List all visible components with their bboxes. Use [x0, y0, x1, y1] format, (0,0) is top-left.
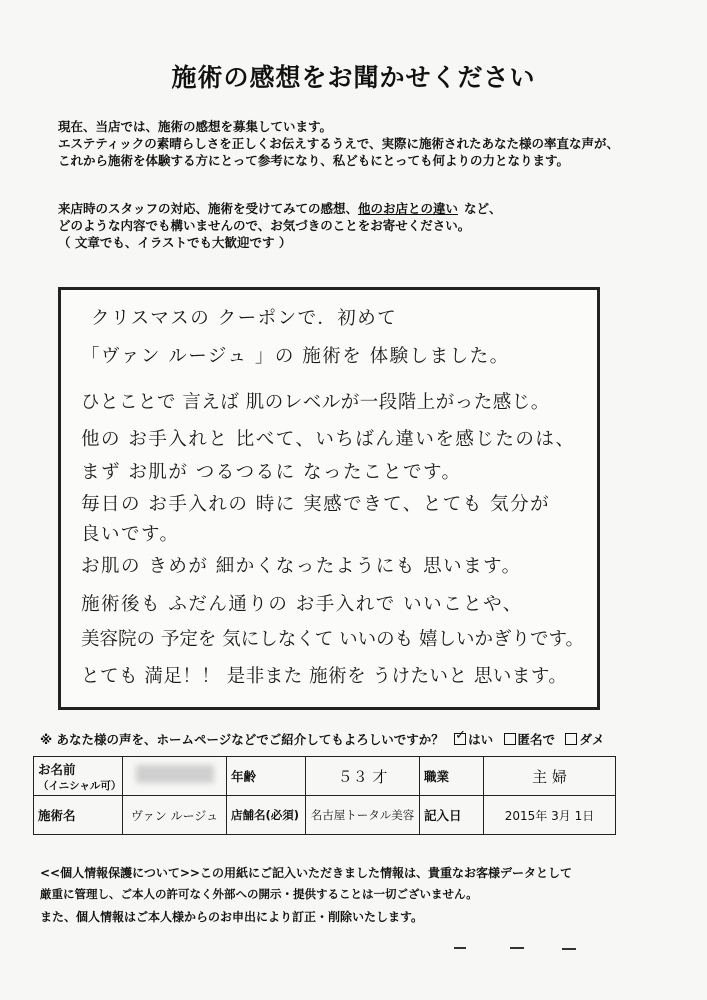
comment-line-4: 他の お手入れと 比べて、いちばん違いを感じたのは、: [81, 429, 576, 450]
scan-mark-2: [510, 947, 524, 949]
consent-question: ※ あなた様の声を、ホームページなどでご紹介してもよろしいですか？: [40, 732, 444, 747]
info-table: [33, 756, 616, 835]
comment-line-11: とても 満足！！ 是非また 施術を うけたいと 思います。: [81, 666, 568, 687]
consent-anonymous-label: 匿名で: [517, 732, 556, 747]
consent-no-label: ダメ: [579, 732, 605, 747]
treatment-value[interactable]: ヴァン ルージュ: [123, 796, 227, 835]
info-row-2: [34, 796, 616, 835]
age-label: 年齢: [227, 757, 306, 796]
name-label-cell: [34, 757, 123, 796]
date-value[interactable]: 2015年 3月 1日: [484, 796, 616, 835]
job-label: 職業: [420, 757, 484, 796]
privacy-line-1: <<個人情報保護について>>この用紙にご記入いただきました情報は、貴重なお客様データとして: [40, 866, 572, 880]
intro-line-5: どのような内容でも構いませんので、お気づきのことをお寄せください。: [58, 218, 471, 233]
scan-mark-1: [454, 947, 466, 949]
consent-anonymous-checkbox[interactable]: [504, 733, 516, 745]
info-row-1: [34, 757, 616, 796]
name-sublabel: （イニシャル可）: [38, 779, 122, 792]
treatment-label: 施術名: [34, 796, 123, 835]
intro-line-6: （ 文章でも、イラストでも大歓迎です ）: [58, 235, 292, 250]
consent-row: [40, 730, 604, 748]
job-value[interactable]: 主 婦: [484, 757, 616, 796]
intro-line-4-pre: 来店時のスタッフの対応、施術を受けてみての感想、: [58, 201, 359, 216]
age-value[interactable]: ５３ 才: [306, 757, 420, 796]
comment-line-8: お肌の きめが 細かくなったようにも 思います。: [81, 556, 522, 577]
privacy-line-2: 厳重に管理し、ご本人の許可なく外部への開示・提供することは一切ございません。: [40, 887, 478, 901]
comment-line-7: 良いです。: [81, 524, 180, 545]
intro-line-1: 現在、当店では、施術の感想を募集しています。: [58, 119, 333, 134]
comment-line-1: クリスマスの クーポンで．初めて: [91, 308, 398, 329]
consent-yes-label: はい: [468, 732, 494, 747]
redacted-name: [136, 765, 214, 783]
comment-line-2: 「ヴァン ルージュ 」の 施術を 体験しました。: [81, 346, 510, 367]
page-title: 施術の感想をお聞かせください: [171, 63, 536, 92]
comment-line-5: まず お肌が つるつるに なったことです。: [81, 462, 462, 483]
consent-yes-checkbox[interactable]: [454, 733, 466, 745]
intro-line-2: エステティックの素晴らしさを正しくお伝えするうえで、実際に施術されたあなた様の率直な声が、: [58, 136, 620, 151]
intro-line-4: [58, 200, 502, 217]
comment-box: [58, 287, 600, 710]
date-label: 記入日: [420, 796, 484, 835]
scan-mark-3: [562, 948, 576, 950]
comment-line-9: 施術後も ふだん通りの お手入れで いいことや、: [81, 594, 523, 615]
consent-no-checkbox[interactable]: [565, 733, 577, 745]
store-value[interactable]: 名古屋トータル美容: [306, 796, 420, 835]
name-label: お名前: [38, 761, 76, 777]
intro-line-3: これから施術を体験する方にとって参考になり、私どもにとっても何よりの力となります。: [58, 153, 570, 168]
privacy-line-3: また、個人情報はご本人様からのお申出により訂正・削除いたします。: [40, 910, 424, 924]
comment-line-3: ひとことで 言えば 肌のレベルが一段階上がった感じ。: [81, 392, 550, 413]
comment-line-10: 美容院の 予定を 気にしなくて いいのも 嬉しいかぎりです。: [81, 629, 585, 650]
store-label: 店舗名(必須): [227, 796, 306, 835]
intro-line-4-post: など、: [464, 201, 502, 216]
intro-underlined-phrase: 他のお店との違い: [358, 201, 459, 216]
name-value-cell[interactable]: [123, 757, 227, 796]
comment-line-6: 毎日の お手入れの 時に 実感できて、とても 気分が: [81, 494, 551, 515]
